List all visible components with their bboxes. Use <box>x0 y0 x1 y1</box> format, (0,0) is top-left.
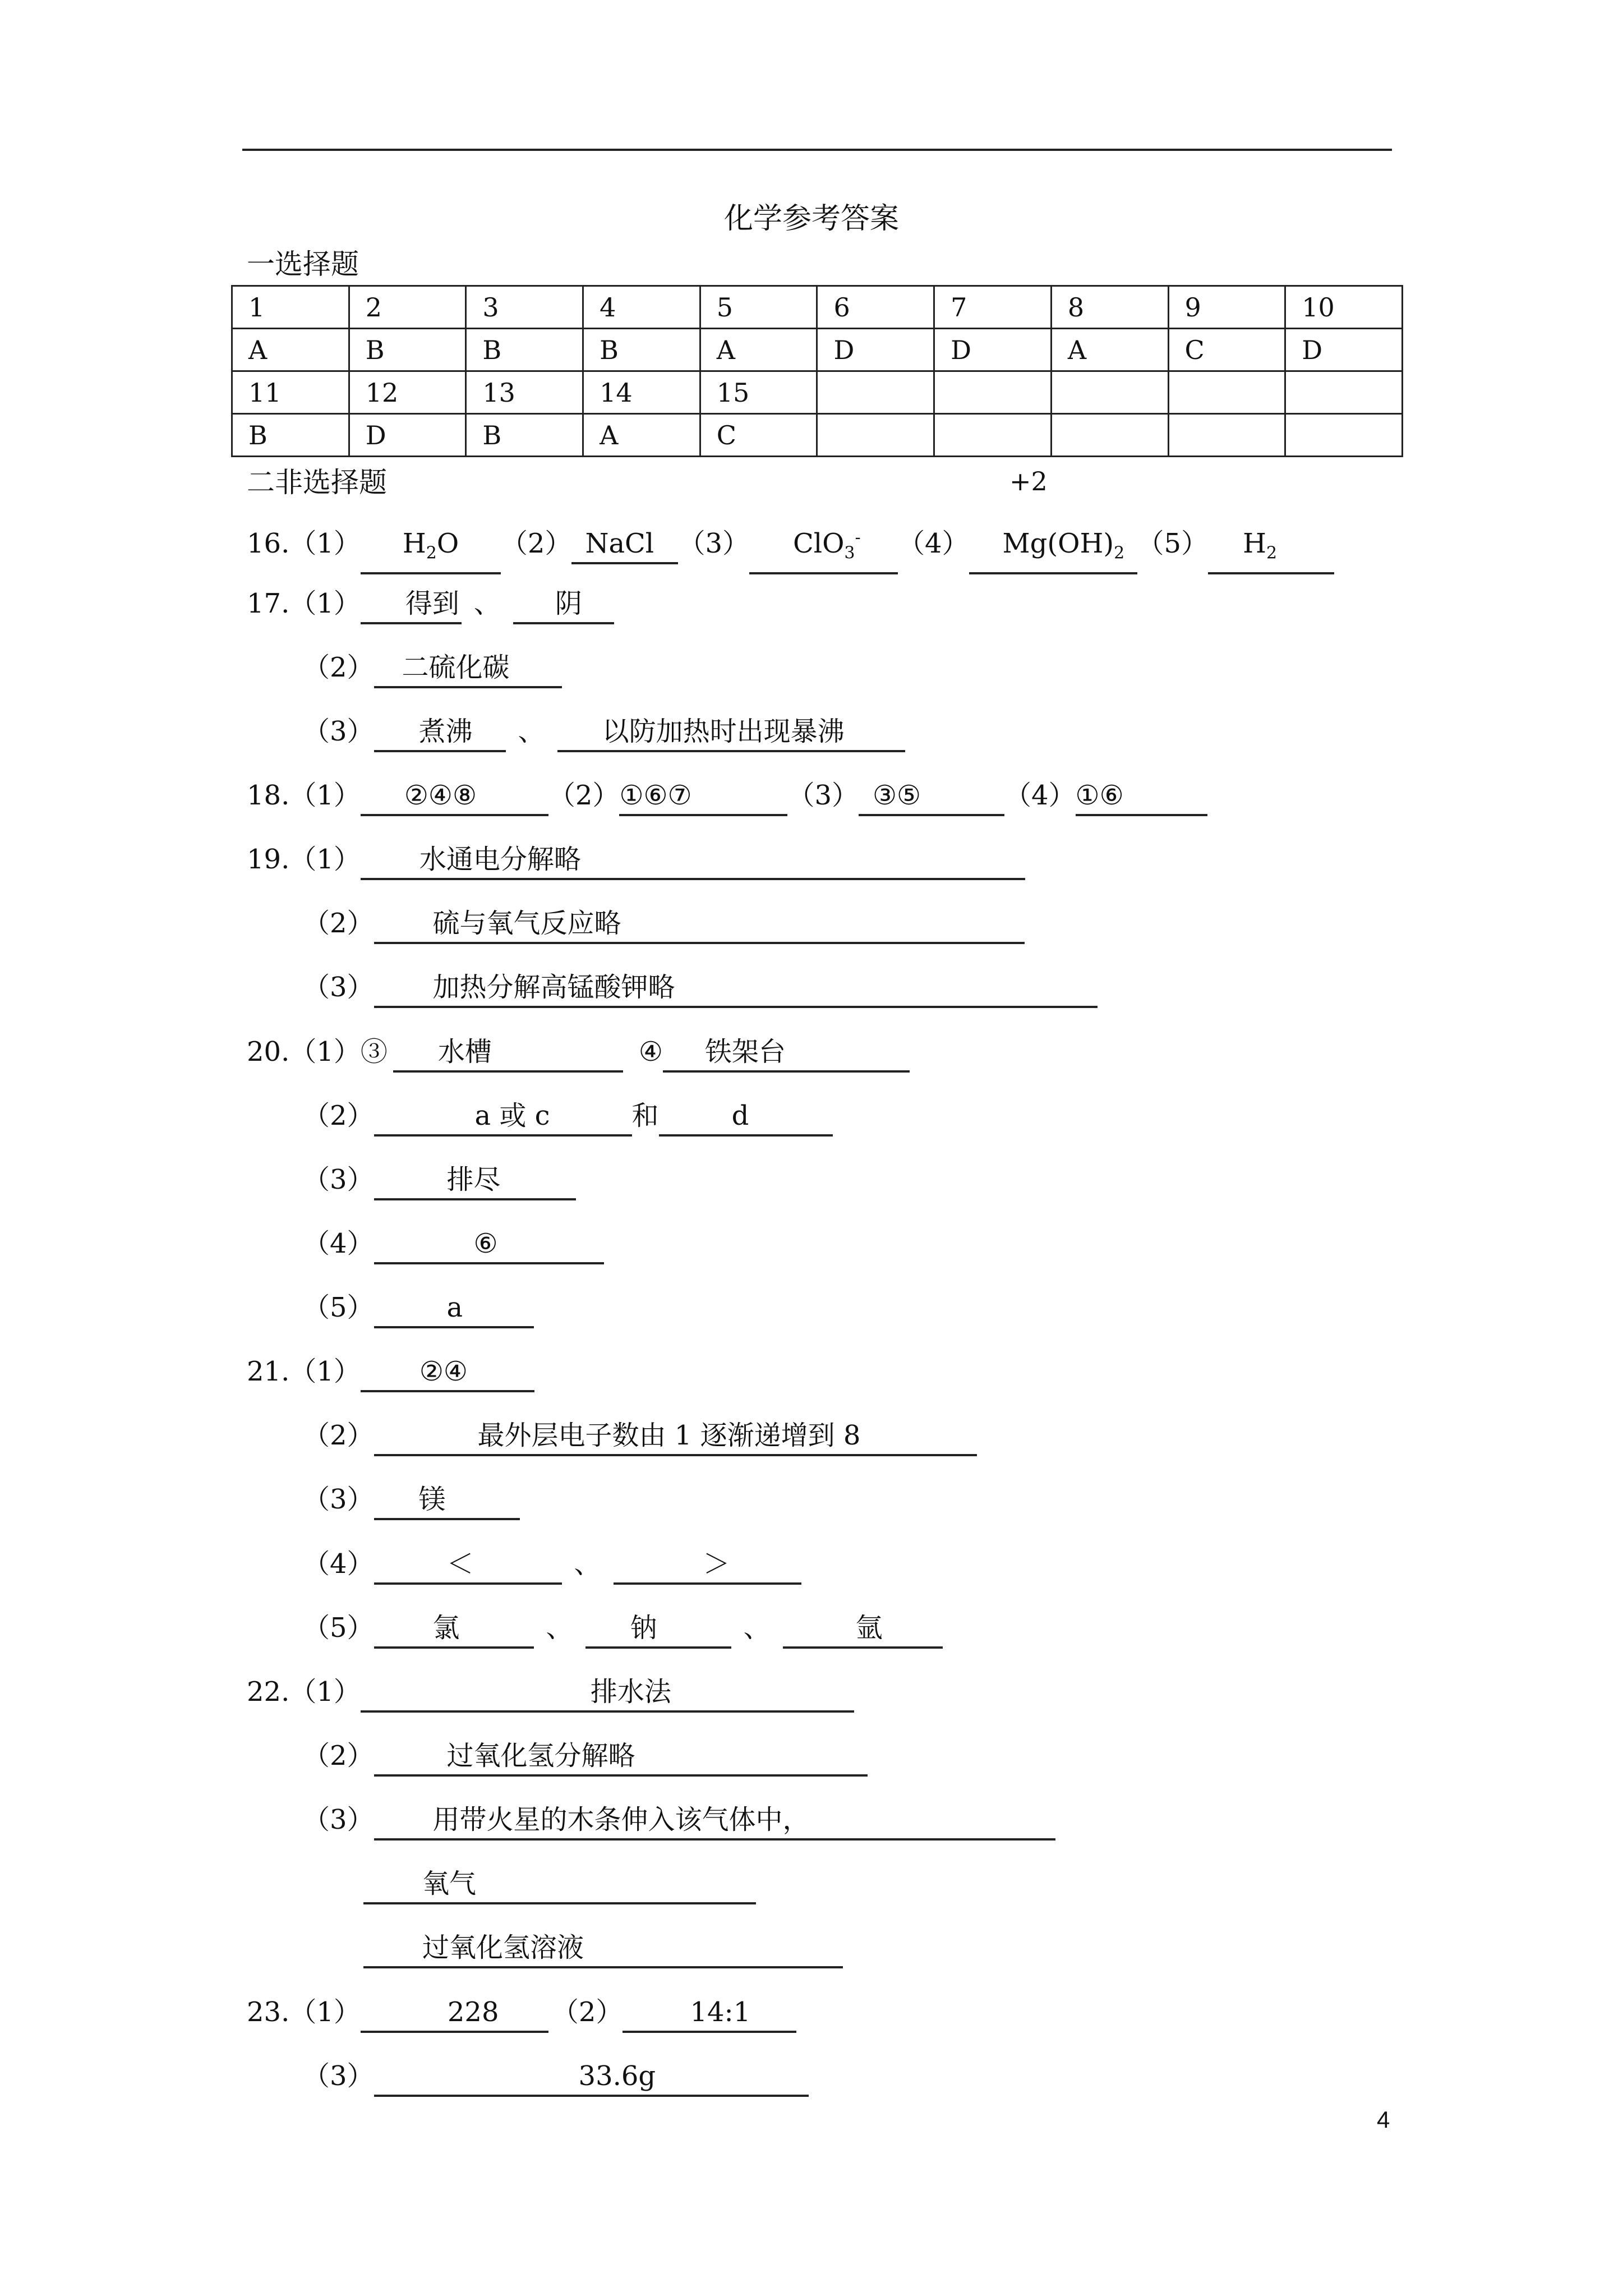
answer-blank: 14:1 <box>623 1996 796 2033</box>
sub-label: （3） <box>678 528 749 559</box>
sub-label: （2） <box>500 528 572 559</box>
answer-row-22-3c <box>363 1930 843 1968</box>
sub-label: （3） <box>303 716 374 747</box>
answer-blank: $Mg(OH)_2$ <box>969 527 1137 574</box>
table-cell: B <box>466 329 583 371</box>
table-cell: 6 <box>817 286 934 329</box>
sub-label: （1） <box>289 588 361 619</box>
answer-blank: ＜ <box>374 1548 562 1585</box>
table-cell <box>1051 371 1168 414</box>
table-cell: A <box>583 414 700 457</box>
table-cell: 1 <box>232 286 349 329</box>
table-cell: C <box>700 414 817 457</box>
answer-row-17-3 <box>303 714 905 752</box>
answer-blank: 用带火星的木条伸入该气体中， <box>374 1803 1055 1841</box>
answer-blank: 得到 <box>361 587 462 624</box>
question-number: 23. <box>247 1996 290 2028</box>
table-cell: B <box>232 414 349 457</box>
answer-row-20-3 <box>303 1162 576 1200</box>
table-cell: D <box>349 414 466 457</box>
answer-blank: 水通电分解略 <box>361 843 1025 880</box>
answer-row-21-4 <box>303 1546 801 1585</box>
answer-row-17-2 <box>303 650 562 688</box>
table-cell <box>1285 371 1403 414</box>
table-cell <box>934 371 1052 414</box>
answer-blank: 二硫化碳 <box>374 651 562 688</box>
table-cell: 4 <box>583 286 700 329</box>
answer-row-17-1 <box>247 586 614 624</box>
table-cell: B <box>466 414 583 457</box>
answer-row-22-1 <box>247 1674 854 1713</box>
answer-blank: 煮沸 <box>374 715 506 752</box>
answer-blank: $H_2$ <box>1208 527 1334 574</box>
answer-blank: a 或 c <box>374 1099 632 1137</box>
answer-blank: $H_2O$ <box>361 527 501 574</box>
answer-blank: 以防加热时出现暴沸 <box>557 715 905 752</box>
question-number: 18. <box>247 780 290 811</box>
answer-blank: 阴 <box>513 587 614 624</box>
sub-label: （5） <box>1137 528 1209 559</box>
answer-blank: 氯 <box>374 1612 534 1649</box>
table-row <box>232 286 1403 329</box>
question-number: 22. <box>247 1676 290 1708</box>
answer-row-16 <box>247 522 1334 574</box>
answer-blank: 钠 <box>585 1612 731 1649</box>
sub-label: （2） <box>303 1100 374 1131</box>
sub-label: （4） <box>897 528 969 559</box>
table-cell: B <box>349 329 466 371</box>
table-cell: B <box>583 329 700 371</box>
page-number: 4 <box>1377 2106 1390 2133</box>
valence-mark: +2 <box>1009 466 1048 496</box>
answer-blank: ②④⑧ <box>361 779 548 816</box>
sub-label: （2） <box>303 908 374 939</box>
answer-blank: ②④ <box>361 1355 534 1392</box>
answer-blank: 水槽 <box>393 1036 623 1073</box>
separator: 、 <box>743 1612 771 1644</box>
answer-blank: NaCl <box>571 527 678 564</box>
separator: 、 <box>518 716 545 747</box>
sub-label: （1） <box>289 1996 361 2028</box>
answer-blank: 排水法 <box>361 1676 854 1713</box>
sub-label: （1） <box>289 1676 361 1708</box>
answer-blank: 排尽 <box>374 1163 576 1200</box>
question-number: 20. <box>247 1036 290 1068</box>
sub-label: （3） <box>787 780 859 811</box>
answer-blank: ①⑥⑦ <box>619 779 787 816</box>
section-heading-nonchoice: 二非选择题 <box>247 466 387 499</box>
conjunction: 和 <box>631 1100 659 1131</box>
answer-blank: 氧气 <box>363 1867 756 1904</box>
answer-row-19-2 <box>303 905 1025 944</box>
answer-blank: d <box>659 1099 833 1137</box>
answer-row-21-5 <box>303 1610 943 1649</box>
table-row <box>232 371 1403 414</box>
table-cell: C <box>1168 329 1285 371</box>
table-cell: 13 <box>466 371 583 414</box>
answer-row-21-2 <box>303 1418 977 1456</box>
sub-label: （4） <box>1004 780 1076 811</box>
table-cell: D <box>934 329 1052 371</box>
answer-row-23-3 <box>303 2058 809 2097</box>
section-heading-choice: 一选择题 <box>247 248 359 280</box>
sub-label: （1） <box>289 844 361 875</box>
question-number: 21. <box>247 1356 290 1387</box>
answer-blank: 氩 <box>783 1612 943 1649</box>
answer-row-22-3b <box>363 1866 756 1904</box>
table-cell: 11 <box>232 371 349 414</box>
table-cell: A <box>232 329 349 371</box>
answer-row-22-3 <box>303 1802 1055 1841</box>
answer-row-19-3 <box>303 969 1098 1008</box>
table-cell: D <box>1285 329 1403 371</box>
answer-row-21-3 <box>303 1481 520 1520</box>
table-cell: 8 <box>1051 286 1168 329</box>
table-cell <box>817 371 934 414</box>
table-cell: A <box>1051 329 1168 371</box>
sub-label: （2） <box>551 1996 623 2028</box>
answer-blank: ③⑤ <box>859 779 1004 816</box>
table-row <box>232 414 1403 457</box>
sub-label: （2） <box>303 1420 374 1451</box>
answer-row-18 <box>247 777 1207 816</box>
answer-blank: 33.6g <box>374 2060 809 2097</box>
question-number: 16. <box>247 528 290 559</box>
separator: 、 <box>546 1612 573 1644</box>
table-cell: 2 <box>349 286 466 329</box>
sub-label: ④ <box>638 1036 663 1068</box>
sub-label: （3） <box>303 1804 374 1835</box>
sub-label: （4） <box>303 1548 374 1580</box>
question-number: 17. <box>247 588 290 619</box>
sub-label: （4） <box>303 1228 374 1259</box>
table-cell <box>1168 371 1285 414</box>
sub-label: （2） <box>303 652 374 683</box>
sub-label: （2） <box>303 1740 374 1772</box>
answer-row-22-2 <box>303 1738 868 1777</box>
answer-row-21-1 <box>247 1354 534 1392</box>
answer-blank: 最外层电子数由 1 逐渐递增到 8 <box>374 1419 977 1456</box>
table-cell <box>1051 414 1168 457</box>
sub-label: （1） <box>289 780 361 811</box>
table-row <box>232 329 1403 371</box>
sub-label: （3） <box>303 972 374 1003</box>
sub-label: （2） <box>548 780 620 811</box>
sub-label: （1） <box>289 528 361 559</box>
answer-blank: ＞ <box>614 1548 801 1585</box>
table-cell: A <box>700 329 817 371</box>
answer-blank: 过氧化氢分解略 <box>374 1740 868 1777</box>
table-cell: 7 <box>934 286 1052 329</box>
answer-row-19-1 <box>247 841 1025 880</box>
answer-blank: 加热分解高锰酸钾略 <box>374 971 1098 1008</box>
table-cell: 9 <box>1168 286 1285 329</box>
table-cell: 10 <box>1285 286 1403 329</box>
table-cell <box>817 414 934 457</box>
separator: 、 <box>473 588 501 619</box>
answer-row-23-1 <box>247 1994 796 2033</box>
sub-label: （3） <box>303 1484 374 1515</box>
answer-blank: a <box>374 1291 534 1328</box>
page-title: 化学参考答案 <box>723 202 899 236</box>
answer-blank: 镁 <box>374 1483 520 1520</box>
answer-row-20-1 <box>247 1034 910 1073</box>
question-number: 19. <box>247 844 290 875</box>
sub-label: （5） <box>303 1292 374 1323</box>
answer-blank: 硫与氧气反应略 <box>374 907 1025 944</box>
table-cell: 14 <box>583 371 700 414</box>
answer-row-20-4 <box>303 1226 604 1264</box>
header-rule <box>242 149 1392 151</box>
sub-label: （1） <box>289 1356 361 1387</box>
answer-blank: 铁架台 <box>663 1036 910 1073</box>
sub-label: （1）③ <box>289 1036 388 1068</box>
answer-row-20-5 <box>303 1290 534 1328</box>
choice-answer-table <box>231 285 1403 457</box>
answer-blank: ①⑥ <box>1076 779 1207 816</box>
table-cell: 12 <box>349 371 466 414</box>
table-cell: 15 <box>700 371 817 414</box>
separator: 、 <box>574 1548 601 1580</box>
answer-blank: 过氧化氢溶液 <box>363 1931 843 1968</box>
table-cell: 5 <box>700 286 817 329</box>
table-cell: D <box>817 329 934 371</box>
sub-label: （5） <box>303 1612 374 1644</box>
answer-blank: ClO$_3$- <box>749 522 898 574</box>
table-cell <box>934 414 1052 457</box>
answer-blank: ⑥ <box>374 1227 604 1264</box>
sub-label: （3） <box>303 1164 374 1195</box>
table-cell: 3 <box>466 286 583 329</box>
table-cell <box>1285 414 1403 457</box>
sub-label: （3） <box>303 2060 374 2092</box>
answer-blank: 228 <box>361 1996 548 2033</box>
table-cell <box>1168 414 1285 457</box>
answer-row-20-2 <box>303 1098 833 1137</box>
